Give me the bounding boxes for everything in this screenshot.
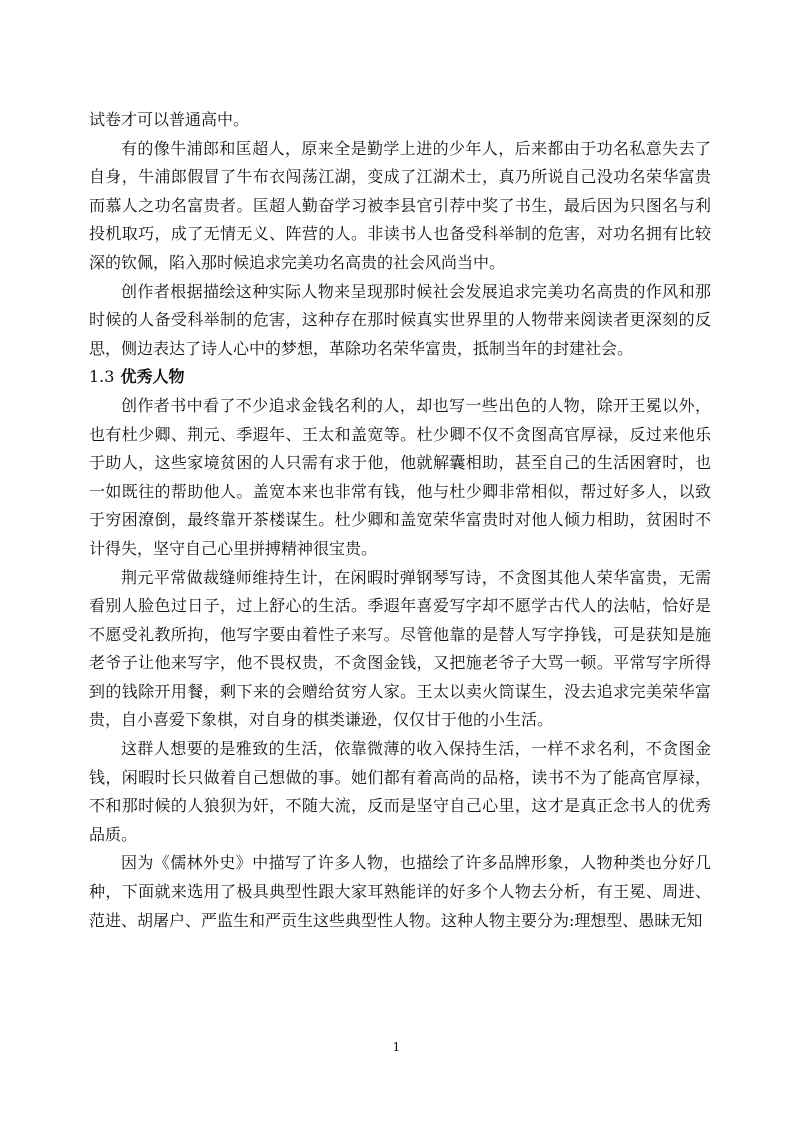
- section-heading: [89, 363, 711, 392]
- document-body: [89, 106, 711, 935]
- paragraph-continuation: 试卷才可以普通高中。: [89, 110, 250, 129]
- paragraph: 创作者根据描绘这种实际人物来呈现那时候社会发展追求完美功名高贵的作风和那时候的人备受科举制的危害，这种存在那时候真实世界里的人物带来阅读者更深刻的反思，侧边表达了诗人心中的梦想，革除功名荣华富贵，抵制当年的封建社会。: [89, 281, 711, 358]
- paragraph: 有的像牛浦郎和匡超人，原来全是勤学上进的少年人，后来都由于功名私意失去了自身，牛浦郎假冒了牛布衣闯荡江湖，变成了江湖术士，真乃所说自己没功名荣华富贵而慕人之功名富贵者。匡超人勤奋学习被李县官引荐中奖了书生，最后因为只图名与利投机取巧，成了无情无义、阵营的人。非读书人也备受科举制的危害，对功名拥有比较深的钦佩，陷入那时候追求完美功名高贵的社会风尚当中。: [89, 138, 711, 272]
- section-number: 1.3: [89, 367, 115, 387]
- paragraph: 创作者书中看了不少追求金钱名利的人，却也写一些出色的人物，除开王冕以外，也有杜少卿、荆元、季遐年、王太和盖宽等。杜少卿不仅不贪图高官厚禄，反过来他乐于助人，这些家境贫困的人只需有求于他，他就解囊相助，甚至自己的生活困窘时，也一如既往的帮助他人。盖宽本来也非常有钱，他与杜少卿非常相似，帮过好多人，以致于穷困潦倒，最终靠开茶楼谋生。杜少卿和盖宽荣华富贵时对他人倾力相助，贫困时不计得失，坚守自己心里拼搏精神很宝贵。: [89, 395, 711, 558]
- paragraph: 荆元平常做裁缝师维持生计，在闲暇时弹钢琴写诗，不贪图其他人荣华富贵，无需看别人脸色过日子，过上舒心的生活。季遐年喜爱写字却不愿学古代人的法帖，恰好是不愿受礼教所拘，他写字要由着性子来写。尽管他靠的是替人写字挣钱，可是获知是施老爷子让他来写字，他不畏权贵，不贪图金钱，又把施老爷子大骂一顿。平常写字所得到的钱除开用餐，剩下来的会赠给贫穷人家。王太以卖火筒谋生，没去追求完美荣华富贵，自小喜爱下象棋，对自身的棋类谦逊，仅仅甘于他的小生活。: [89, 567, 711, 730]
- paragraph: 这群人想要的是雅致的生活，依靠微薄的收入保持生活，一样不求名利，不贪图金钱，闲暇时长只做着自己想做的事。她们都有着高尚的品格，读书不为了能高官厚禄，不和那时候的人狼狈为奸，不随大流，反而是坚守自己心里，这才是真正念书人的优秀品质。: [89, 739, 711, 844]
- page-number: 1: [392, 1040, 401, 1054]
- paragraph: 因为《儒林外史》中描写了许多人物，也描绘了许多品牌形象，人物种类也分好几种，下面就来选用了极具典型性跟大家耳熟能详的好多个人物去分析，有王冕、周进、范进、胡屠户、严监生和严贡生这些典型性人物。这种人物主要分为:理想型、愚昧无知: [89, 853, 711, 930]
- section-title: 优秀人物: [120, 367, 185, 387]
